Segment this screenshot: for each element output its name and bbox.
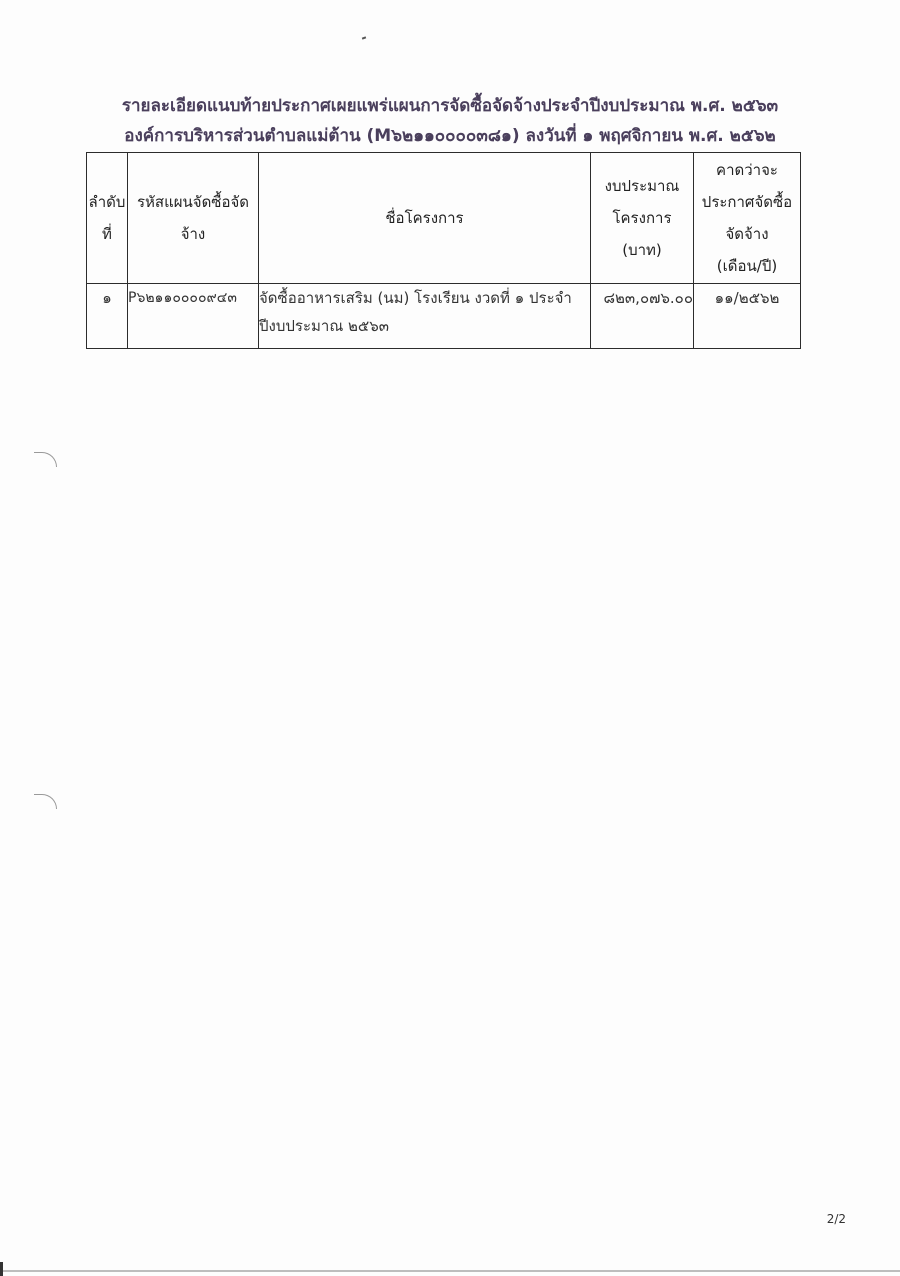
document-title: รายละเอียดแนบท้ายประกาศเผยแพร่แผนการจัดซื้อจัดจ้างประจำปีงบประมาณ พ.ศ. ๒๕๖๓ <box>121 96 779 116</box>
header-expected-line: (เดือน/ปี) <box>716 257 778 275</box>
header-project-name <box>259 153 591 284</box>
header-expected-line: คาดว่าจะ <box>716 161 778 179</box>
header-seq-line: ลำดับ <box>88 193 126 211</box>
header-budget <box>591 153 694 284</box>
cell-project-name-line: จัดซื้ออาหารเสริม (นม) โรงเรียน งวดที่ ๑ ประจำ <box>259 289 572 307</box>
header-expected-line: ประกาศจัดซื้อ <box>701 193 793 211</box>
cell-seq: ๑ <box>87 284 128 349</box>
header-seq-line: ที่ <box>102 225 112 243</box>
header-expected-line: จัดจ้าง <box>725 225 769 243</box>
table-header-row <box>87 153 801 284</box>
header-plan-code <box>128 153 259 284</box>
scan-speck <box>362 36 366 39</box>
header-seq <box>87 153 128 284</box>
header-budget-line: (บาท) <box>622 241 662 259</box>
punch-hole-mark <box>34 452 57 467</box>
header-plan-code-line: จ้าง <box>180 225 206 243</box>
cell-project-name <box>259 284 591 349</box>
cell-expected-date: ๑๑/๒๕๖๒ <box>694 284 801 349</box>
document-subtitle: องค์การบริหารส่วนตำบลแม่ต้าน (M๖๒๑๑๐๐๐๐๓๘๑) ลงวันที่ ๑ พฤศจิกายน พ.ศ. ๒๕๖๒ <box>124 126 776 146</box>
cell-plan-code: P๖๒๑๑๐๐๐๐๙๔๓ <box>128 284 259 349</box>
header-budget-line: โครงการ <box>612 209 672 227</box>
header-plan-code-line: รหัสแผนจัดซื้อจัด <box>136 193 250 211</box>
procurement-plan-table <box>86 152 801 349</box>
header-project-name-line: ชื่อโครงการ <box>385 209 464 227</box>
header-budget-line: งบประมาณ <box>604 177 680 195</box>
cell-project-name-line: ปีงบประมาณ ๒๕๖๓ <box>259 317 390 335</box>
table-row <box>87 284 801 349</box>
punch-hole-mark <box>34 794 57 809</box>
page-edge-tick <box>0 1262 3 1276</box>
header-expected-date <box>694 153 801 284</box>
page-bottom-edge <box>0 1270 900 1272</box>
cell-budget: ๘๒๓,๐๗๖.๐๐ <box>591 284 694 349</box>
page-number: 2/2 <box>826 1212 846 1226</box>
